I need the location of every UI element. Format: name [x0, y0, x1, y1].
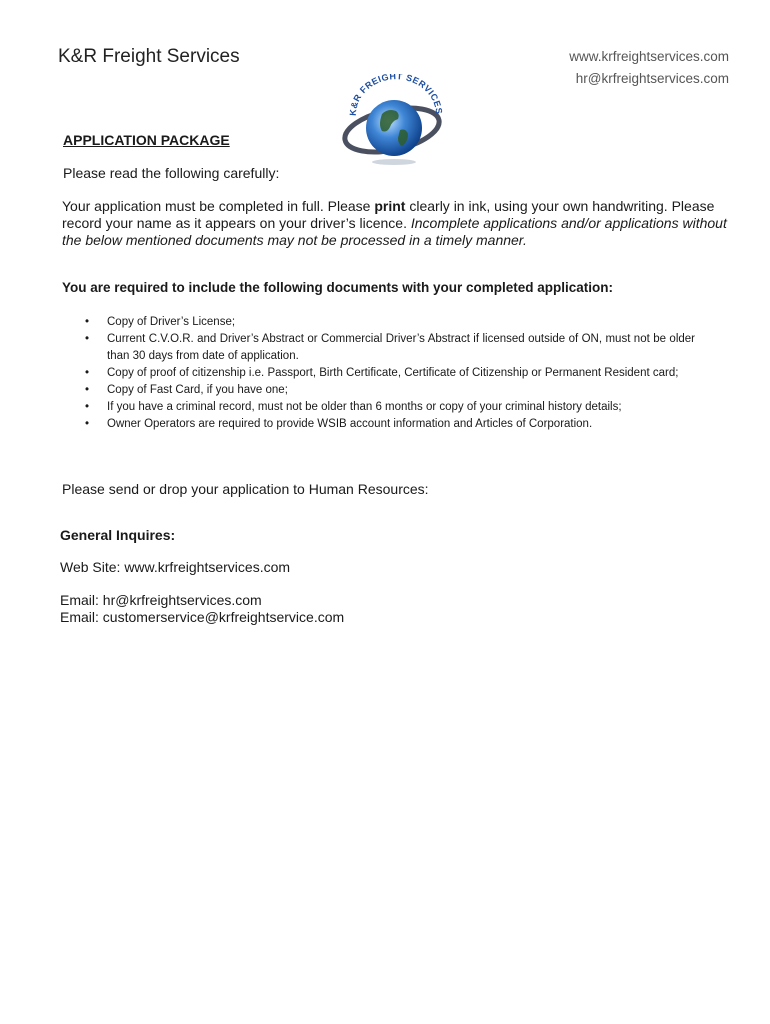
general-inquiries-heading: General Inquires:	[60, 527, 176, 543]
website-line: Web Site: www.krfreightservices.com	[60, 559, 291, 575]
document-item: • Copy of Fast Card, if you have one;	[85, 382, 695, 399]
document-item: • Copy of proof of citizenship i.e. Passport, Birth Certificate, Certificate of Citizenship or Permanent Resident card;	[85, 365, 695, 382]
email-block	[60, 592, 344, 625]
send-application-text: Please send or drop your application to Human Resources:	[62, 481, 429, 497]
section-title: APPLICATION PACKAGE	[63, 132, 230, 148]
read-carefully-text: Please read the following carefully:	[63, 165, 280, 181]
instructions-part1: Your application must be completed in full. Please	[62, 198, 375, 214]
contact-block	[569, 46, 729, 90]
logo-globe	[366, 100, 422, 156]
logo-text: K&R FREIGHT SERVICES	[347, 74, 445, 117]
document-item: • Copy of Driver’s License;	[85, 314, 695, 331]
logo-shadow	[372, 159, 416, 165]
email-line-hr: Email: hr@krfreightservices.com	[60, 592, 262, 608]
instructions-bold-word: print	[374, 198, 406, 214]
company-name: K&R Freight Services	[58, 46, 240, 67]
document-item: • If you have a criminal record, must not be older than 6 months or copy of your criminal history details;	[85, 399, 695, 416]
document-item: • Current C.V.O.R. and Driver’s Abstract or Commercial Driver’s Abstract if licensed outside of ON, must not be older than 30 days from date of application.	[85, 331, 695, 365]
instructions-italic: Incomplete applications and/or applications without the below mentioned documents may not be processed in a timely manner.	[62, 215, 727, 248]
website-link[interactable]: www.krfreightservices.com	[569, 49, 729, 64]
instructions-part2: clearly in ink, using your own handwriting. Please record your name as it appears on your driver’s licence.	[62, 198, 715, 231]
document-item: • Owner Operators are required to provide WSIB account information and Articles of Corporation.	[85, 416, 695, 433]
company-logo	[340, 74, 448, 166]
required-documents-heading: You are required to include the following documents with your completed application:	[62, 280, 614, 295]
instructions-paragraph	[62, 198, 747, 249]
email-line-customer-service: Email: customerservice@krfreightservice.com	[60, 608, 345, 625]
documents-list	[85, 314, 695, 433]
email-link[interactable]: hr@krfreightservices.com	[575, 71, 729, 86]
